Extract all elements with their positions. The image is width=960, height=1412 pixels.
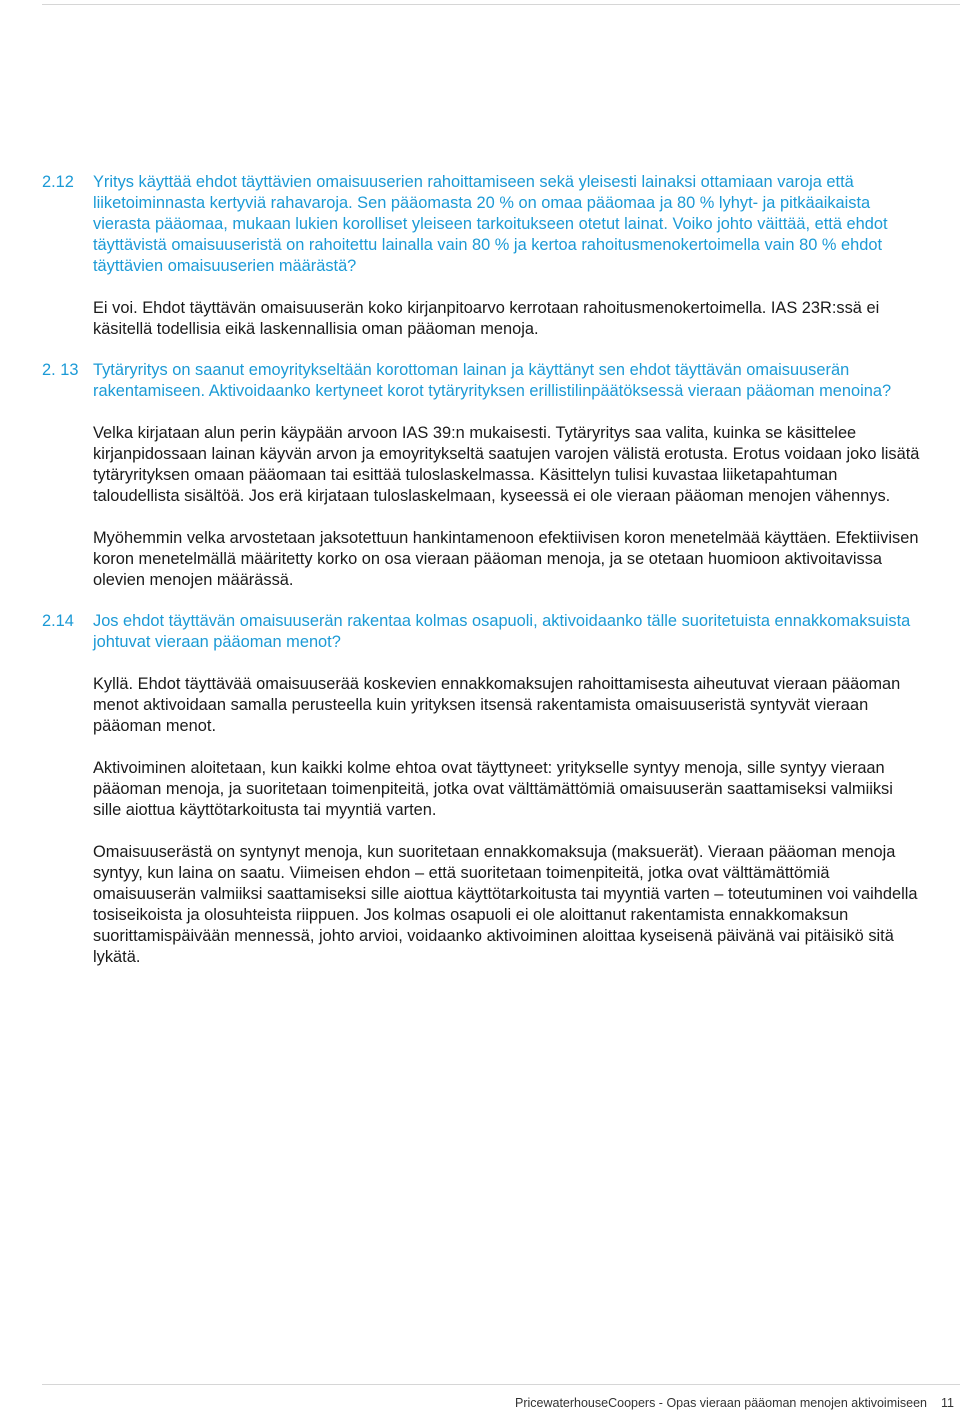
- answer-block: [93, 298, 922, 340]
- answer-block: [93, 423, 922, 591]
- question-text: Yritys käyttää ehdot täyttävien omaisuuserien rahoittamiseen sekä yleisesti lainaksi ottamiaan varoja että liiketoiminnasta kertyviä rahavaroja. Sen pääomasta 20 % on omaa pääomaa ja 80 % lyhyt- ja pitkäaikaista vierasta pääomaa, mukaan lukien korolliset yleiseen tarkoitukseen otetut lainat. Voiko johto väittää, että ehdot täyttävistä omaisuuseristä on rahoitettu lainalla vain 80 % ja kertoa rahoitusmenokertoimella vain 80 % ehdot täyttävien omaisuuserien määrästä?: [93, 173, 888, 275]
- answer-paragraph: Aktivoiminen aloitetaan, kun kaikki kolme ehtoa ovat täyttyneet: yritykselle syntyy menoja, sille syntyy vieraan pääoman menoja, ja suoritetaan toimenpiteitä, jotka ovat välttämättömiä omaisuuserän saattamiseksi valmiiksi sille aiottua käyttötarkoitusta tai myyntiä varten.: [93, 759, 893, 819]
- page-number: 11: [941, 1396, 954, 1410]
- answer-paragraph: Ei voi. Ehdot täyttävän omaisuuserän koko kirjanpitoarvo kerrotaan rahoitusmenokertoimella. IAS 23R:ssä ei käsitellä todellisia eikä laskennallisia oman pääoman menoja.: [93, 299, 880, 338]
- question-row: [42, 360, 922, 402]
- answer-paragraph: Kyllä. Ehdot täyttävää omaisuuserää koskevien ennakkomaksujen rahoittamisesta aiheutuvat vieraan pääoman menot aktivoidaan samalla perusteella kuin yrityksen itsensä rakentamista omaisuuseristä syntyvät vieraan pääoman menot.: [93, 675, 901, 735]
- question-row: [42, 172, 922, 277]
- section-number: 2. 13: [42, 361, 79, 379]
- footer-title: PricewaterhouseCoopers - Opas vieraan pääoman menojen aktivoimiseen: [514, 1396, 928, 1410]
- footer-text: [515, 1396, 954, 1410]
- document-body: [42, 172, 922, 988]
- answer-paragraph: Myöhemmin velka arvostetaan jaksotettuun hankintamenoon efektiivisen koron menetelmää käyttäen. Efektiivisen koron menetelmällä määritetty korko on osa vieraan pääoman menoja, ja se otetaan huomioon aktivoitavissa olevien menojen määrässä.: [93, 529, 919, 589]
- top-rule: [42, 4, 960, 5]
- footer-rule: [42, 1384, 960, 1385]
- section-number: 2.12: [42, 173, 74, 191]
- question-row: [42, 611, 922, 653]
- section-2-13: [42, 360, 922, 591]
- question-text: Tytäryritys on saanut emoyritykseltään korottoman lainan ja käyttänyt sen ehdot täyttävän omaisuuserän rakentamiseen. Aktivoidaanko kertyneet korot tytäryrityksen erillistilinpäätöksessä vieraan pääoman menoina?: [93, 361, 892, 400]
- answer-paragraph: Omaisuuserästä on syntynyt menoja, kun suoritetaan ennakkomaksuja (maksuerät). Vieraan pääoman menoja syntyy, kun laina on saatu. Viimeisen ehdon – että suoritetaan toimenpiteitä, jotka ovat välttämättömiä omaisuuserän valmiiksi saattamiseksi sille aiottua käyttötarkoitusta tai myyntiä varten – toteutuminen voi vaihdella tosiseikoista ja olosuhteista riippuen. Jos kolmas osapuoli ei ole aloittanut rakentamista ennakkomaksun suorittamispäivään mennessä, johto arvioi, voidaanko aktivoiminen aloittaa kyseisenä päivänä vai pitäisikö sitä lykätä.: [93, 843, 918, 966]
- answer-paragraph: Velka kirjataan alun perin käypään arvoon IAS 39:n mukaisesti. Tytäryritys saa valita, kuinka se käsittelee kirjanpidossaan lainan käyvän arvon ja emoyritykseltä saatujen varojen välistä erotusta. Erotus voidaan joko lisätä tytäryrityksen omaan pääomaan tai esittää tuloslaskelmassa. Käsittelyn tulisi kuvastaa liiketapahtuman taloudellista sisältöä. Jos erä kirjataan tuloslaskelmaan, kyseessä ei ole vieraan pääoman menojen vähennys.: [93, 424, 920, 505]
- question-text: Jos ehdot täyttävän omaisuuserän rakentaa kolmas osapuoli, aktivoidaanko tälle suoritetuista ennakkomaksuista johtuvat vieraan pääoman menot?: [93, 612, 911, 651]
- answer-block: [93, 674, 922, 968]
- section-number: 2.14: [42, 612, 74, 630]
- page-footer: [0, 1384, 960, 1412]
- section-2-12: [42, 172, 922, 340]
- section-2-14: [42, 611, 922, 968]
